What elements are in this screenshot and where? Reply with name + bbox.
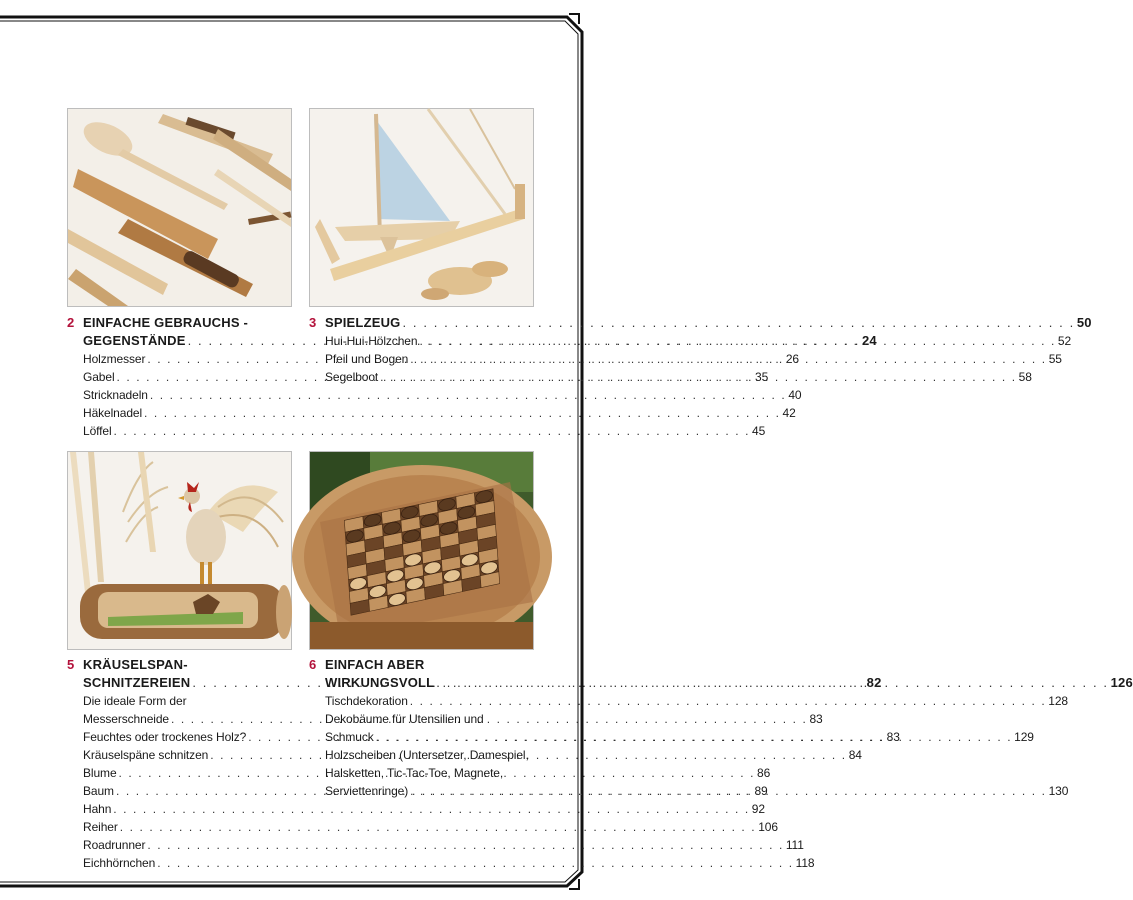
toc-entry: Die ideale Form der xyxy=(83,694,187,708)
toc-entry: Feuchtes oder trockenes Holz? . . . 83 xyxy=(83,728,293,746)
toc-entry: Eichhörnchen . . . 118 xyxy=(83,854,293,872)
toc-entry: Holzscheiben (Untersetzer, Damespiel, xyxy=(325,748,529,762)
chapter-6-photo xyxy=(309,451,534,650)
chapter-title-line: GEGENSTÄNDE xyxy=(83,333,186,348)
toc-entry: Kräuselspäne schnitzen . . . 84 xyxy=(83,746,293,764)
toc-entry: Serviettenringe) . . . 130 xyxy=(325,782,535,800)
chapter-title-line: SPIELZEUG xyxy=(325,315,401,330)
toc-entry: Gabel . . . 35 xyxy=(83,368,293,386)
toc-entry: Messerschneide . . . 83 xyxy=(83,710,293,728)
chapter-5-photo xyxy=(67,451,292,650)
toc-entry: Tischdekoration . . . 128 xyxy=(325,692,535,710)
toc-entry: Roadrunner . . . 111 xyxy=(83,836,293,854)
toc-entry: Blume . . . 86 xyxy=(83,764,293,782)
chapter-page: 50 xyxy=(1076,315,1092,330)
toc-entry: Pfeil und Bogen . . . 55 xyxy=(325,350,535,368)
toc-entry: Hui-Hui-Hölzchen . . . 52 xyxy=(325,332,535,350)
chapter-title-line: KRÄUSELSPAN- xyxy=(83,657,188,672)
chapter-page: 126 xyxy=(1110,675,1133,690)
chapter-page: 82 xyxy=(866,675,882,690)
chapter-2-photo xyxy=(67,108,292,307)
chapter-number: 2 xyxy=(67,315,75,330)
toc-entry: Hahn . . . 92 xyxy=(83,800,293,818)
toc-entry: Häkelnadel . . . 42 xyxy=(83,404,293,422)
toc-entry: Halsketten, Tic-Tac-Toe, Magnete, xyxy=(325,766,504,780)
toc-entry: Baum . . . 89 xyxy=(83,782,293,800)
toc-entry: Segelboot . . . 58 xyxy=(325,368,535,386)
chapter-number: 3 xyxy=(309,315,317,330)
chapter-number: 6 xyxy=(309,657,317,672)
toc-entry: Dekobäume für Utensilien und xyxy=(325,712,484,726)
toc-entry: Löffel . . . 45 xyxy=(83,422,293,440)
chapter-title-line: EINFACH ABER xyxy=(325,657,425,672)
toc-entry: Schmuck . . . 129 xyxy=(325,728,535,746)
toc-entry: Holzmesser . . . 26 xyxy=(83,350,293,368)
chapter-3-photo xyxy=(309,108,534,307)
toc-entry: Stricknadeln . . . 40 xyxy=(83,386,293,404)
toc-entry: Reiher . . . 106 xyxy=(83,818,293,836)
chapter-title-line: EINFACHE GEBRAUCHS - xyxy=(83,315,249,330)
chapter-page: 24 xyxy=(861,333,877,348)
chapter-number: 5 xyxy=(67,657,75,672)
chapter-title-line: WIRKUNGSVOLL xyxy=(325,675,435,690)
chapter-title-line: SCHNITZEREIEN xyxy=(83,675,191,690)
